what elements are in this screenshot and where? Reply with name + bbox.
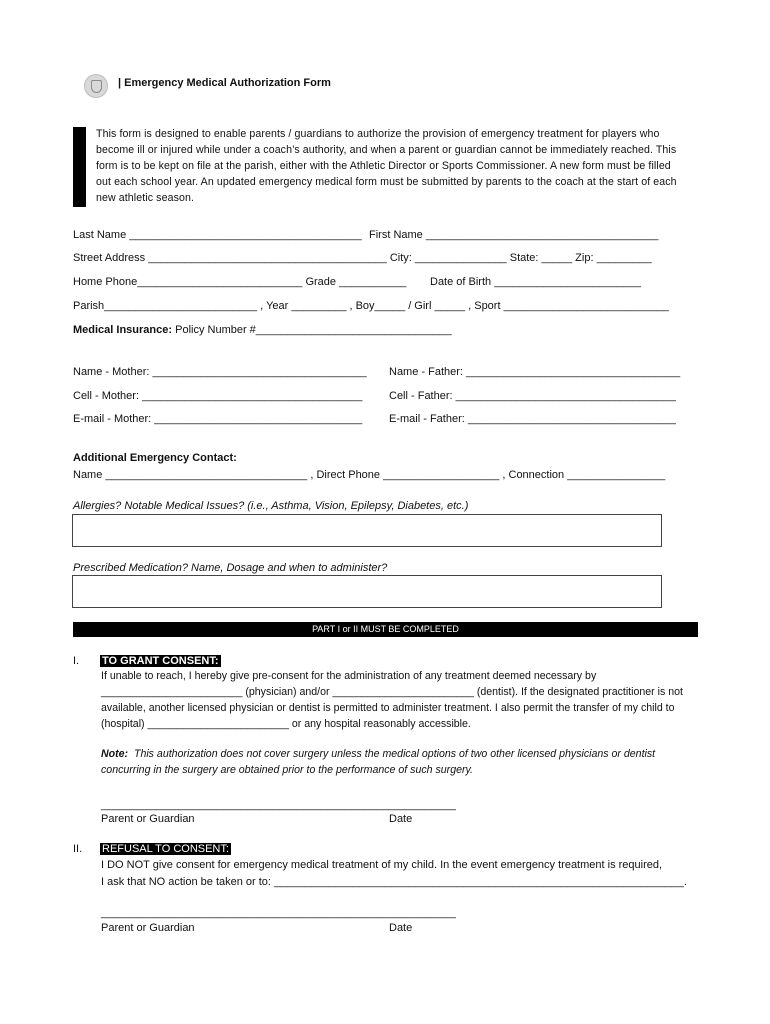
- part-instruction-bar: PART I or II MUST BE COMPLETED: [73, 622, 698, 637]
- home-phone-grade-field[interactable]: Home Phone___________________________ Grade ___________: [73, 276, 407, 288]
- church-seal-icon: [84, 74, 108, 98]
- medication-label: Prescribed Medication? Name, Dosage and when to administer?: [73, 562, 388, 574]
- allergies-textbox[interactable]: [72, 514, 662, 547]
- grant-consent-label: TO GRANT CONSENT:: [102, 655, 219, 667]
- name-father-field[interactable]: Name - Father: ___________________________________: [389, 366, 681, 378]
- grant-consent-heading: [100, 655, 221, 667]
- cell-father-field[interactable]: Cell - Father: ____________________________________: [389, 390, 676, 402]
- email-mother-field[interactable]: E-mail - Mother: __________________________________: [73, 413, 363, 425]
- note-body: This authorization does not cover surgery unless the medical options of two other licensed physicians or dentist concurring in the surgery are obtained prior to the performance of such surgery.: [101, 748, 656, 776]
- refusal-signature-line[interactable]: __________________________________________________________: [101, 907, 456, 919]
- street-address-field[interactable]: Street Address _______________________________________ City: _______________ State: _____ Zip: _________: [73, 252, 652, 264]
- refusal-line-2[interactable]: I ask that NO action be taken or to: ___________________________________________________________________.: [101, 876, 687, 888]
- emergency-contact-field[interactable]: Name _________________________________ , Direct Phone ___________________ , Connection ________________: [73, 469, 666, 481]
- allergies-label: Allergies? Notable Medical Issues? (i.e., Asthma, Vision, Epilepsy, Diabetes, etc.): [73, 500, 469, 512]
- section-2-numeral: II.: [73, 843, 83, 855]
- note-label: Note:: [101, 748, 129, 760]
- grant-consent-body: If unable to reach, I hereby give pre-consent for the administration of any treatment deemed necessary by ________________________ (physician) and/or ________________________ (dentist). If the designated practitioner is not available, another licensed physician or dentist is permitted to administer treatment. I also permit the transfer of my child to (hospital) ________________________ or any hospital reasonably accessible.: [101, 670, 683, 730]
- grant-signature-label: Parent or Guardian: [101, 813, 195, 825]
- cell-mother-field[interactable]: Cell - Mother: ____________________________________: [73, 390, 363, 402]
- last-name-field[interactable]: Last Name ______________________________________: [73, 229, 362, 241]
- email-father-field[interactable]: E-mail - Father: __________________________________: [389, 413, 676, 425]
- intro-paragraph: This form is designed to enable parents / guardians to authorize the provision of emergency treatment for players who become ill or injured while under a coach’s authority, and when a parent or guardian cannot be immediately reached. This form is to be kept on file at the parish, either with the Athletic Director or Sports Commissioner. A new form must be filled out each school year. An updated emergency medical form must be submitted by parents to the coach at the start of each new athletic season.: [96, 128, 677, 204]
- medical-insurance-row: [73, 324, 452, 336]
- refusal-line-1: I DO NOT give consent for emergency medical treatment of my child. In the event emergency treatment is required,: [101, 859, 663, 871]
- name-mother-field[interactable]: Name - Mother: ___________________________________: [73, 366, 367, 378]
- medication-textbox[interactable]: [72, 575, 662, 608]
- grant-signature-line[interactable]: __________________________________________________________: [101, 799, 456, 811]
- parish-sport-field[interactable]: Parish_________________________ , Year _________ , Boy_____ / Girl _____ , Sport ___________________________: [73, 300, 669, 312]
- emergency-contact-heading: Additional Emergency Contact:: [73, 452, 237, 464]
- intro-accent-bar: [73, 127, 86, 207]
- insurance-label: Medical Insurance:: [73, 324, 173, 336]
- refusal-signature-label: Parent or Guardian: [101, 922, 195, 934]
- first-name-field[interactable]: First Name ______________________________________: [369, 229, 659, 241]
- grant-date-label: Date: [389, 813, 413, 825]
- note-paragraph: [101, 746, 691, 778]
- refusal-consent-heading: [100, 843, 231, 855]
- refusal-consent-label: REFUSAL TO CONSENT:: [102, 843, 229, 855]
- section-1-numeral: I.: [73, 655, 80, 667]
- date-of-birth-field[interactable]: Date of Birth ________________________: [430, 276, 642, 288]
- policy-number-field[interactable]: Policy Number #________________________________: [175, 324, 452, 336]
- refusal-date-label: Date: [389, 922, 413, 934]
- form-title: | Emergency Medical Authorization Form: [118, 77, 331, 89]
